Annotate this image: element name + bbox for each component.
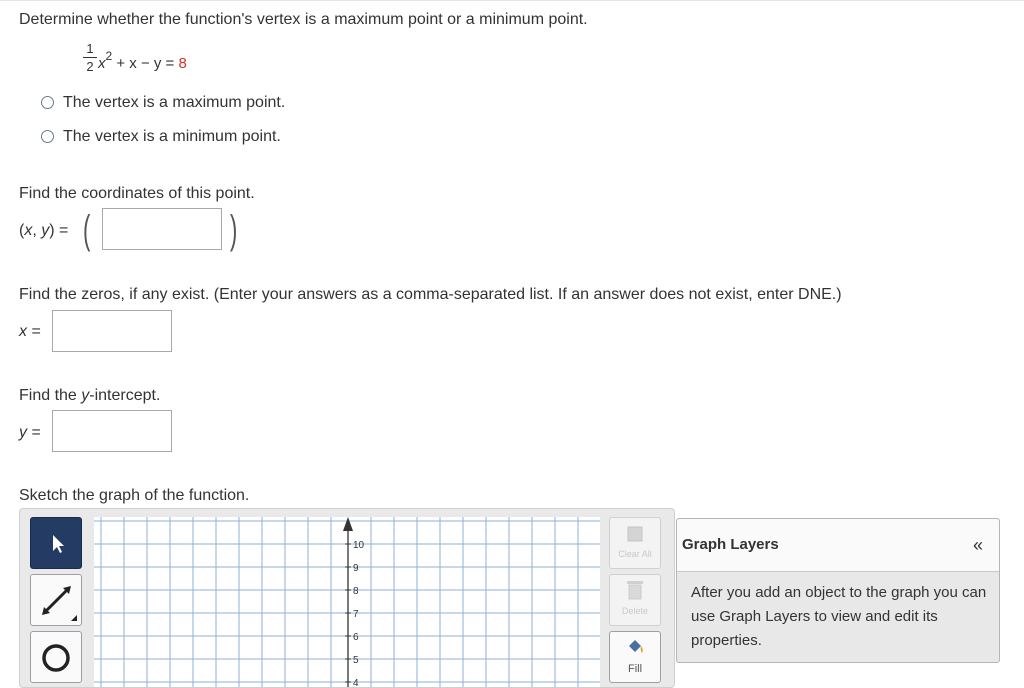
top-border: [0, 0, 1024, 1]
clear-all-button[interactable]: [609, 517, 661, 569]
y-intercept-eq: =: [27, 424, 41, 441]
equation: [98, 51, 187, 72]
graph-layers-header[interactable]: [677, 519, 999, 572]
zeros-label: [19, 323, 41, 341]
left-paren: (: [82, 208, 91, 252]
option-minimum-label[interactable]: The vertex is a minimum point.: [63, 128, 281, 145]
clear-all-icon: [610, 518, 660, 544]
graph-canvas[interactable]: [94, 517, 600, 687]
right-paren: ): [229, 208, 238, 252]
option-maximum-label[interactable]: The vertex is a maximum point.: [63, 94, 286, 111]
zeros-eq: =: [27, 323, 41, 340]
fraction-denominator: 2: [86, 59, 94, 74]
y-tick-7: 7: [353, 609, 359, 620]
y-tick-8: 8: [353, 586, 359, 597]
coordinates-y: y: [41, 222, 50, 239]
q2-prompt: Find the coordinates of this point.: [19, 185, 255, 202]
fraction-bar: [83, 57, 97, 58]
zeros-var: x: [19, 323, 27, 340]
circle-tool-button[interactable]: [30, 631, 82, 683]
y-intercept-var: y: [19, 424, 27, 441]
graph-layers-title: Graph Layers: [682, 536, 779, 553]
y-tick-4: 4: [353, 678, 359, 687]
q5-prompt: Sketch the graph of the function.: [19, 487, 250, 504]
equation-rhs: 8: [178, 55, 187, 72]
q4-prompt: [19, 387, 160, 405]
coordinates-label: [19, 222, 68, 240]
q4-prompt-pre: Find the: [19, 387, 82, 404]
zeros-input[interactable]: [52, 310, 172, 352]
y-intercept-label: [19, 424, 41, 442]
collapse-icon[interactable]: «: [972, 535, 983, 555]
y-tick-10: 10: [353, 540, 365, 551]
fill-bucket-icon: [610, 632, 660, 658]
q4-prompt-var: y: [81, 387, 90, 404]
clear-all-label: Clear All: [618, 549, 652, 559]
equation-rest: + x − y =: [112, 55, 179, 72]
q4-prompt-post: -intercept.: [89, 387, 161, 404]
line-tool-icon: [31, 575, 81, 625]
coordinates-open: (: [19, 222, 25, 239]
fill-label: Fill: [627, 663, 643, 675]
fraction: [83, 42, 97, 73]
y-intercept-input[interactable]: [52, 410, 172, 452]
fill-button[interactable]: [609, 631, 661, 683]
y-tick-9: 9: [353, 563, 359, 574]
graph-layers-description: After you add an object to the graph you can use Graph Layers to view and edit its properties.: [691, 584, 987, 649]
graph-grid[interactable]: [94, 517, 600, 687]
y-tick-6: 6: [353, 632, 359, 643]
radio-maximum[interactable]: [41, 96, 54, 109]
circle-tool-icon: [31, 632, 81, 682]
trash-icon: [610, 575, 660, 601]
equation-exponent: 2: [105, 49, 113, 63]
pointer-icon: [31, 518, 81, 568]
pointer-tool-button[interactable]: [30, 517, 82, 569]
equation-term: x: [98, 55, 106, 72]
delete-label: Delete: [621, 606, 648, 616]
coordinates-x: x: [24, 222, 33, 239]
line-tool-button[interactable]: [30, 574, 82, 626]
y-tick-5: 5: [353, 655, 359, 666]
delete-button[interactable]: [609, 574, 661, 626]
fraction-numerator: 1: [86, 41, 94, 56]
coordinates-close: ) =: [49, 222, 69, 239]
coordinates-input[interactable]: [102, 208, 222, 250]
coordinates-sep: ,: [32, 222, 42, 239]
q3-prompt: Find the zeros, if any exist. (Enter your answers as a comma-separated list. If an answer does not exist, enter DNE.): [19, 286, 842, 303]
graph-layers-panel: [676, 518, 1000, 663]
radio-minimum[interactable]: [41, 130, 54, 143]
q1-prompt: Determine whether the function's vertex is a maximum point or a minimum point.: [19, 11, 588, 28]
y-axis-arrow-icon: [343, 517, 353, 531]
